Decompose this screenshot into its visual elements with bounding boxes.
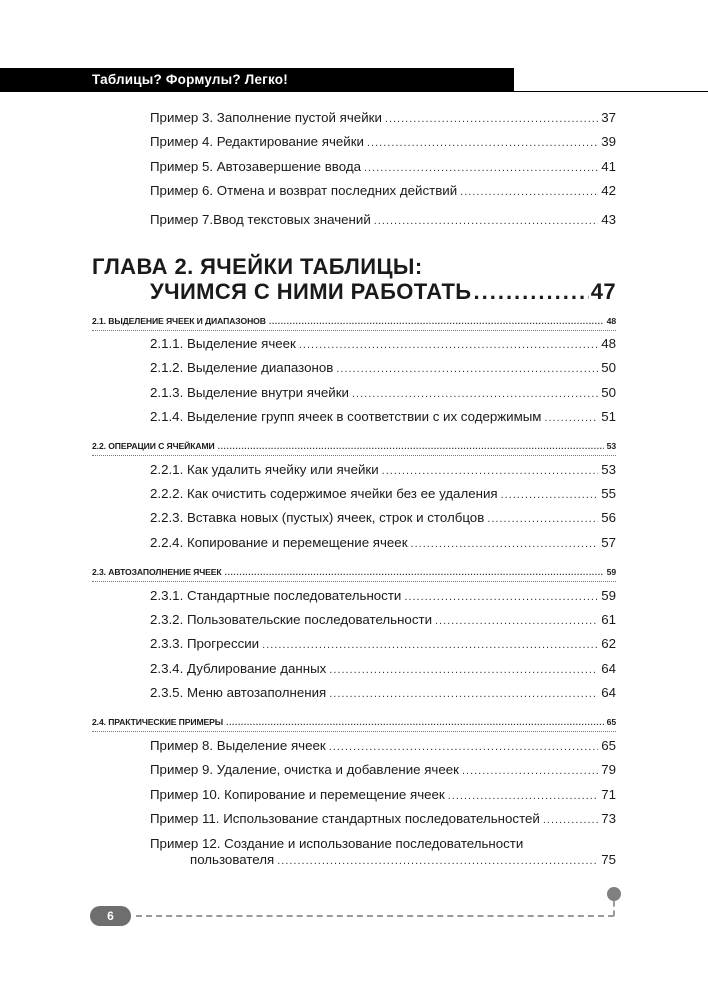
toc-entry-label: Пример 3. Заполнение пустой ячейки: [150, 110, 382, 125]
toc-entry-page: 41: [601, 159, 616, 174]
chapter-title[interactable]: ГЛАВА 2. ЯЧЕЙКИ ТАБЛИЦЫ:: [92, 254, 423, 279]
toc-entry-label: Пример 5. Автозавершение ввода: [150, 159, 361, 174]
toc-entry-page: 55: [601, 486, 616, 501]
leader-dots: [329, 688, 598, 700]
toc-entry-page: 50: [601, 360, 616, 375]
header-rule: [514, 91, 708, 92]
toc-entry-page: 62: [601, 636, 616, 651]
toc-entry-page: 64: [601, 685, 616, 700]
toc-entry-page: 37: [601, 110, 616, 125]
toc-entry-label: Пример 7.Ввод текстовых значений: [150, 212, 371, 227]
toc-entry-label: 2.2.1. Как удалить ячейку или ячейки: [150, 462, 379, 477]
toc-entry[interactable]: [150, 787, 616, 805]
toc-entry-continuation: [150, 852, 616, 867]
toc-entry-label: 2.3.2. Пользовательские последовательности: [150, 612, 432, 627]
toc-entry-label: Пример 9. Удаление, очистка и добавление ячеек: [150, 762, 459, 777]
toc-entry[interactable]: [150, 183, 616, 201]
toc-entry-page: 71: [601, 787, 616, 802]
toc-entry-label: Пример 8. Выделение ячеек: [150, 738, 326, 753]
section-title: 2.3. АВТОЗАПОЛНЕНИЕ ЯЧЕЕК: [92, 567, 222, 577]
leader-dots: [299, 339, 598, 351]
section-title: 2.1. ВЫДЕЛЕНИЕ ЯЧЕЕК И ДИАПАЗОНОВ: [92, 316, 266, 326]
toc-entry-page: 51: [601, 409, 616, 424]
leader-dots: [277, 855, 598, 867]
toc-entry[interactable]: [150, 336, 616, 354]
page-number-badge: [90, 906, 131, 926]
toc-entry[interactable]: [150, 588, 616, 606]
leader-dots: [329, 741, 599, 753]
toc-entry-label: Пример 10. Копирование и перемещение ячеек: [150, 787, 445, 802]
leader-dots: [411, 538, 599, 550]
leader-dots: [225, 567, 604, 577]
toc-entry[interactable]: [150, 685, 616, 703]
section-page: 53: [606, 441, 616, 451]
chapter-subtitle: УЧИМСЯ С НИМИ РАБОТАТЬ: [150, 279, 472, 304]
toc-entry[interactable]: [150, 836, 616, 867]
toc-entry-page: 73: [601, 811, 616, 826]
toc-entry-label-continued: пользователя: [190, 852, 275, 867]
leader-dots: [501, 489, 599, 501]
leader-dots: [382, 465, 599, 477]
toc-entry-label: 2.3.3. Прогрессии: [150, 636, 260, 651]
toc-entry[interactable]: [150, 212, 616, 230]
section-divider: [92, 330, 616, 331]
toc-entry-label: Пример 4. Редактирование ячейки: [150, 134, 364, 149]
toc-entry[interactable]: [150, 409, 616, 427]
toc-entry-label: 2.1.2. Выделение диапазонов: [150, 360, 334, 375]
toc-entry[interactable]: [150, 510, 616, 528]
toc-entry-page: 59: [601, 588, 616, 603]
leader-dots: [364, 162, 598, 174]
toc-entry[interactable]: [150, 486, 616, 504]
toc-entry[interactable]: [150, 134, 616, 152]
section-heading[interactable]: [92, 441, 616, 459]
section-page: 59: [606, 567, 616, 577]
page-number: 6: [107, 909, 114, 923]
toc-entry-label: Пример 6. Отмена и возврат последних действий: [150, 183, 458, 198]
footer-dot-ornament: [607, 887, 621, 901]
toc-entry-label: 2.2.2. Как очистить содержимое ячейки без ее удаления: [150, 486, 498, 501]
toc-entry-label: Пример 12. Создание и использование последовательности: [150, 836, 524, 851]
section-heading[interactable]: [92, 316, 616, 334]
section-title: 2.2. ОПЕРАЦИИ С ЯЧЕЙКАМИ: [92, 441, 215, 451]
leader-dots: [448, 790, 598, 802]
toc-entry-page: 61: [601, 612, 616, 627]
toc-entry[interactable]: [150, 159, 616, 177]
toc-entry-page: 48: [601, 336, 616, 351]
toc-entry-label: Пример 11. Использование стандартных последовательностей: [150, 811, 540, 826]
leader-dots: [544, 412, 598, 424]
leader-dots: [460, 186, 598, 198]
leader-dots: [226, 717, 604, 727]
leader-dots: [269, 316, 604, 326]
leader-dots: [367, 137, 598, 149]
toc-entry-page: 53: [601, 462, 616, 477]
leader-dots: [404, 591, 598, 603]
leader-dots: [218, 441, 604, 451]
toc-entry-label: 2.3.1. Стандартные последовательности: [150, 588, 402, 603]
toc-entry-label: 2.3.5. Меню автозаполнения: [150, 685, 327, 700]
section-page: 65: [606, 717, 616, 727]
section-divider: [92, 581, 616, 582]
toc-entry-page: 64: [601, 661, 616, 676]
toc-entry-label: 2.2.3. Вставка новых (пустых) ячеек, строк и столбцов: [150, 510, 485, 525]
leader-dots: [474, 279, 589, 305]
toc-entry-page: 75: [601, 852, 616, 867]
chapter-page: 47: [590, 279, 616, 304]
toc-entry[interactable]: [150, 110, 616, 128]
section-page: 48: [606, 316, 616, 326]
toc-entry-label: 2.2.4. Копирование и перемещение ячеек: [150, 535, 408, 550]
leader-dots: [385, 113, 598, 125]
toc-entry-page: 43: [601, 212, 616, 227]
toc-entry-page: 79: [601, 762, 616, 777]
leader-dots: [352, 388, 598, 400]
leader-dots: [262, 639, 598, 651]
toc-entry[interactable]: [150, 360, 616, 378]
running-header: [0, 68, 514, 92]
toc-entry-label: 2.1.3. Выделение внутри ячейки: [150, 385, 349, 400]
leader-dots: [374, 215, 598, 227]
toc-entry[interactable]: [150, 738, 616, 756]
section-title: 2.4. ПРАКТИЧЕСКИЕ ПРИМЕРЫ: [92, 717, 224, 727]
leader-dots: [462, 765, 598, 777]
toc-entry-page: 39: [601, 134, 616, 149]
leader-dots: [329, 664, 598, 676]
leader-dots: [543, 814, 598, 826]
running-header-title: Таблицы? Формулы? Легко!: [92, 72, 288, 87]
toc-entry-label: 2.1.1. Выделение ячеек: [150, 336, 296, 351]
toc-entry[interactable]: [150, 762, 616, 780]
leader-dots: [487, 513, 598, 525]
toc-entry-page: 65: [601, 738, 616, 753]
leader-dots: [336, 363, 598, 375]
section-divider: [92, 731, 616, 732]
toc-entry-label: 2.1.4. Выделение групп ячеек в соответствии с их содержимым: [150, 409, 542, 424]
leader-dots: [435, 615, 598, 627]
section-divider: [92, 455, 616, 456]
chapter-title-continued[interactable]: [150, 279, 616, 305]
toc-entry[interactable]: [150, 811, 616, 829]
toc-entry[interactable]: [150, 535, 616, 553]
toc-entry-label: 2.3.4. Дублирование данных: [150, 661, 327, 676]
toc-entry[interactable]: [150, 462, 616, 480]
section-heading[interactable]: [92, 717, 616, 735]
toc-entry[interactable]: [150, 385, 616, 403]
toc-entry-page: 42: [601, 183, 616, 198]
footer-dashed-line: [136, 915, 614, 917]
toc-entry-page: 57: [601, 535, 616, 550]
toc-entry-page: 50: [601, 385, 616, 400]
toc-entry[interactable]: [150, 612, 616, 630]
toc-entry-page: 56: [601, 510, 616, 525]
toc-entry[interactable]: [150, 636, 616, 654]
toc-entry[interactable]: [150, 661, 616, 679]
footer-dashed-connector: [613, 901, 615, 916]
section-heading[interactable]: [92, 567, 616, 585]
